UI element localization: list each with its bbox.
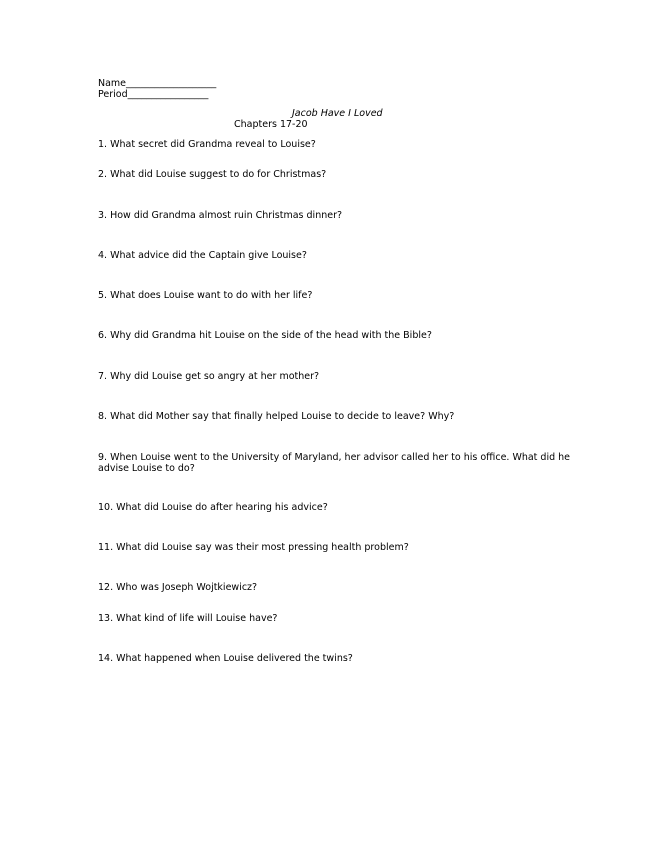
worksheet-title: Jacob Have I Loved — [292, 108, 383, 119]
worksheet-subtitle: Chapters 17-20 — [234, 119, 308, 130]
question-3: 3. How did Grandma almost ruin Christmas dinner? — [98, 210, 343, 221]
question-5: 5. What does Louise want to do with her life? — [98, 290, 313, 301]
question-4: 4. What advice did the Captain give Louise? — [98, 250, 307, 261]
question-6: 6. Why did Grandma hit Louise on the side of the head with the Bible? — [98, 330, 432, 341]
question-14: 14. What happened when Louise delivered the twins? — [98, 653, 353, 664]
question-10: 10. What did Louise do after hearing his advice? — [98, 502, 328, 513]
question-1: 1. What secret did Grandma reveal to Louise? — [98, 139, 316, 150]
question-11: 11. What did Louise say was their most pressing health problem? — [98, 542, 409, 553]
question-9: 9. When Louise went to the University of Maryland, her advisor called her to his office. What did he advise Louise to do? — [98, 452, 571, 474]
question-7: 7. Why did Louise get so angry at her mother? — [98, 371, 320, 382]
question-2: 2. What did Louise suggest to do for Christmas? — [98, 169, 327, 180]
question-13: 13. What kind of life will Louise have? — [98, 613, 278, 624]
question-12: 12. Who was Joseph Wojtkiewicz? — [98, 582, 258, 593]
period-field-line: Period_________________ — [98, 89, 209, 100]
question-8: 8. What did Mother say that finally helped Louise to decide to leave? Why? — [98, 411, 455, 422]
name-field-line: Name___________________ — [98, 78, 217, 89]
